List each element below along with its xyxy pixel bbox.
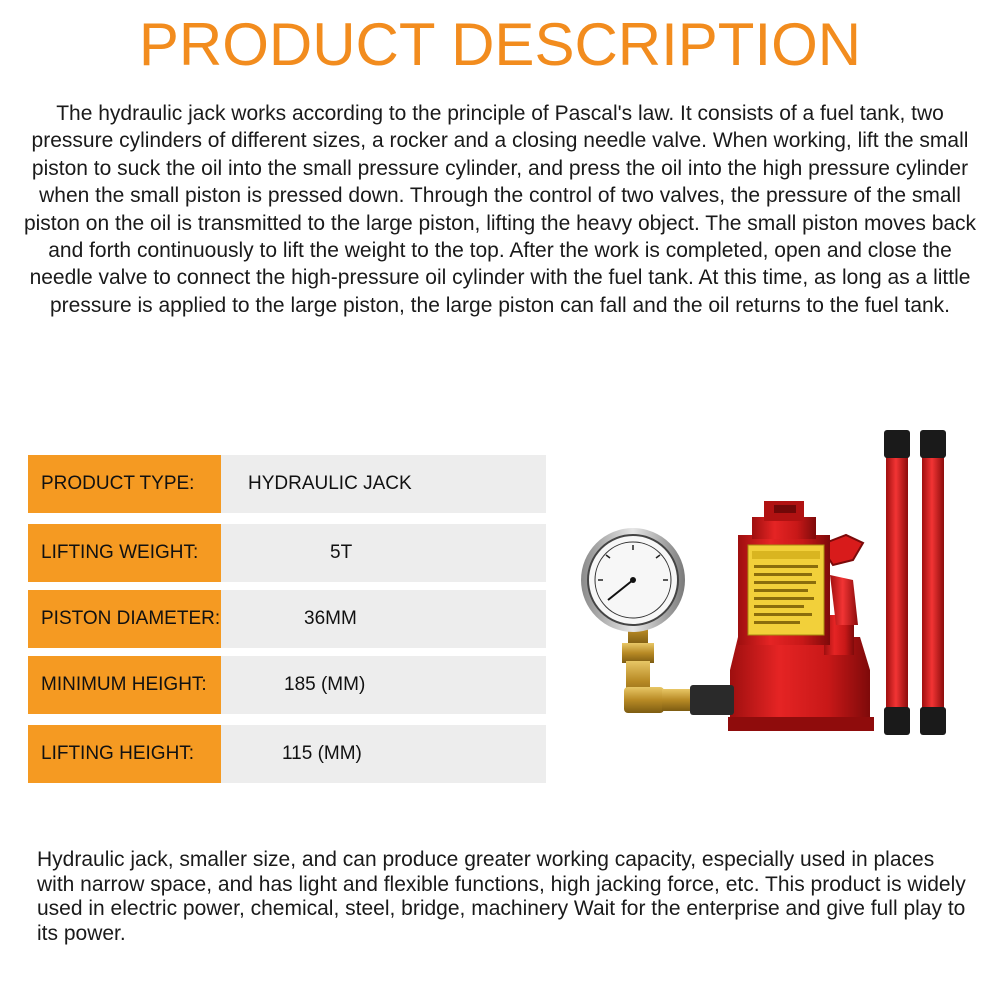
spec-value: 115 (MM) [282,743,362,764]
spec-row-piston-diameter [28,590,546,648]
spec-row-lifting-height [28,725,546,783]
footer-paragraph: Hydraulic jack, smaller size, and can produce greater working capacity, especially used in places with narrow space, and has light and flexible functions, high jacking force, etc. This product is widely used in electric power, chemical, steel, bridge, machinery Wait for the enterprise and give full play to its power. [37,848,966,945]
spec-label: LIFTING HEIGHT: [28,725,221,783]
spec-value: 5T [330,542,353,563]
spec-row-product-type [28,455,546,513]
spec-value: 185 (MM) [284,674,366,695]
spec-label: LIFTING WEIGHT: [28,524,221,582]
spec-label: PISTON DIAMETER: [28,590,221,648]
page-title: PRODUCT DESCRIPTION [138,11,862,78]
spec-value: 36MM [304,608,357,629]
hydraulic-bottle-jack-with-pressure-gauge-icon [578,425,978,755]
spec-label: PRODUCT TYPE: [28,455,221,513]
product-image [578,425,978,755]
pressure-gauge [581,528,734,715]
spec-row-lifting-weight [28,524,546,582]
spec-row-minimum-height [28,656,546,714]
handle-tubes [884,430,946,735]
intro-paragraph: The hydraulic jack works according to the principle of Pascal's law. It consists of a fuel tank, two pressure cylinders of different sizes, a rocker and a closing needle valve. When working, lift the small piston to suck the oil into the small pressure cylinder, and press the oil into the high pressure cylinder when the small piston is pressed down. Through the control of two valves, the pressure of the small piston on the oil is transmitted to the large piston, lifting the heavy object. The small piston moves back and forth continuously to lift the weight to the top. After the work is completed, open and close the needle valve to connect the high-pressure oil cylinder with the fuel tank. At this time, as long as a little pressure is applied to the large piston, the large piston can fall and the oil returns to the fuel tank. [23,102,977,317]
spec-value: HYDRAULIC JACK [248,473,412,494]
spec-label: MINIMUM HEIGHT: [28,656,221,714]
